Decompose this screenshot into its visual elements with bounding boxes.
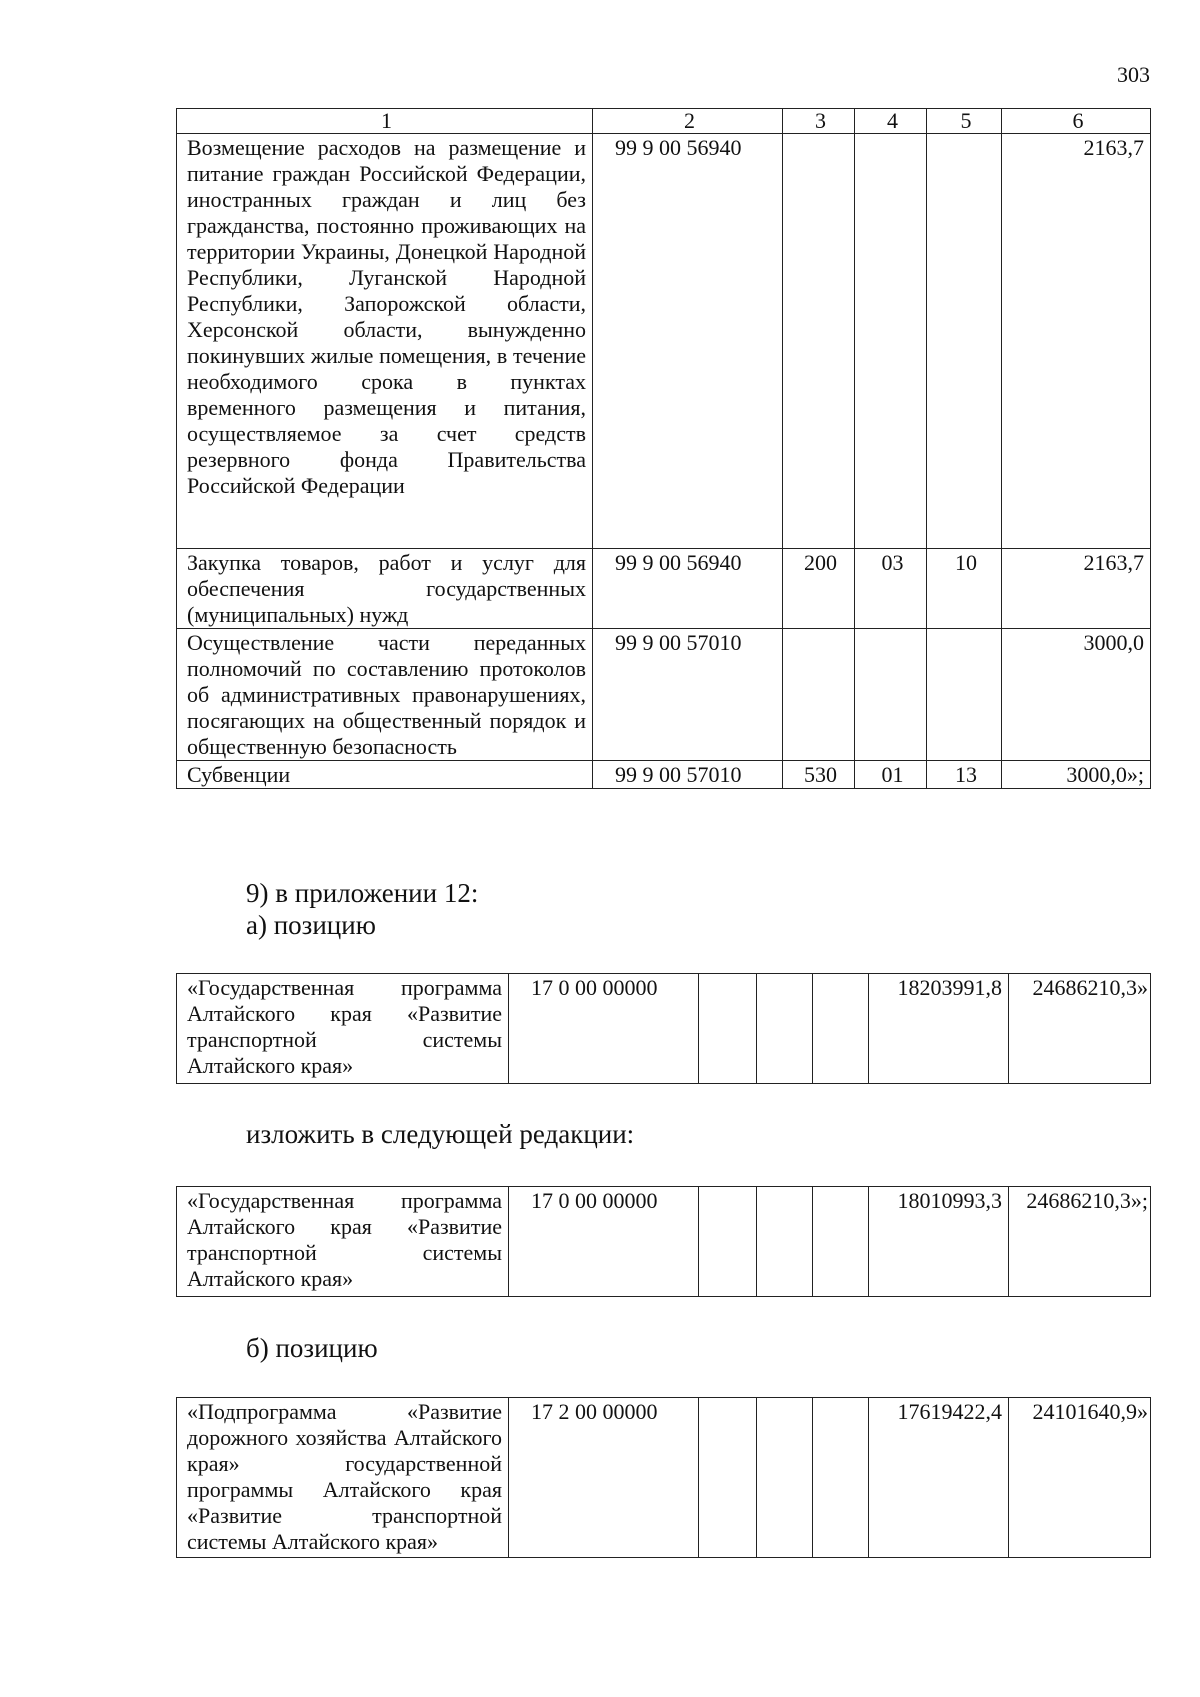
- row-name: Возмещение расходов на размещение и питание граждан Российской Федерации, иностранных граждан и лиц без гражданства, постоянно проживающих на территории Украины, Донецкой Народной Республики, Луганской Народной Республики, Запорожской области, Херсонской области, вынужденно покинувших жилые помещения, в течение необходимого срока в пунктах временного размещения и питания, осуществляемое за счет средств резервного фонда Правительства Российской Федерации: [177, 134, 593, 549]
- row-c3: [699, 1187, 757, 1297]
- row-c4: 01: [855, 761, 927, 789]
- header-cell: 6: [1002, 109, 1151, 134]
- row-c4: [855, 134, 927, 549]
- row-name: Субвенции: [177, 761, 593, 789]
- paragraph-item-9: 9) в приложении 12:: [246, 878, 479, 908]
- row-name: «Государственная программа Алтайского края «Развитие транспортной системы Алтайского края»: [177, 1187, 509, 1297]
- paragraph-new-edition: изложить в следующей редакции:: [246, 1119, 635, 1149]
- position-table-old-b: [176, 1397, 1151, 1558]
- row-c3: 530: [783, 761, 855, 789]
- row-c4: [855, 629, 927, 761]
- table-row: [177, 549, 1151, 629]
- row-c5: 13: [927, 761, 1002, 789]
- row-name: «Государственная программа Алтайского края «Развитие транспортной системы Алтайского края»: [177, 974, 509, 1084]
- table-row: [177, 134, 1151, 549]
- row-amount-1: 18203991,8: [869, 974, 1009, 1084]
- table-row: [177, 1398, 1151, 1558]
- row-c3: [783, 134, 855, 549]
- header-cell: 5: [927, 109, 1002, 134]
- position-table-old-a: [176, 973, 1151, 1084]
- row-code: 17 0 00 00000: [509, 1187, 699, 1297]
- row-c5: [813, 1187, 869, 1297]
- row-c4: 03: [855, 549, 927, 629]
- row-c5: 10: [927, 549, 1002, 629]
- row-c4: [757, 1187, 813, 1297]
- row-c5: [813, 1398, 869, 1558]
- row-c5: [813, 974, 869, 1084]
- row-amount: 2163,7: [1002, 134, 1151, 549]
- paragraph-item-b: б) позицию: [246, 1333, 378, 1363]
- row-c3: [783, 629, 855, 761]
- row-c3: [699, 1398, 757, 1558]
- page-number: 303: [1117, 62, 1150, 87]
- table-header-row: [177, 109, 1151, 134]
- row-name: Осуществление части переданных полномочий по составлению протоколов об административных правонарушениях, посягающих на общественный порядок и общественную безопасность: [177, 629, 593, 761]
- row-code: 99 9 00 56940: [593, 134, 783, 549]
- row-c4: [757, 974, 813, 1084]
- table-row: [177, 1187, 1151, 1297]
- row-amount-2: 24101640,9»: [1009, 1398, 1151, 1558]
- position-table-new-a: [176, 1186, 1151, 1297]
- row-c5: [927, 629, 1002, 761]
- paragraph-item-a: а) позицию: [246, 910, 376, 940]
- row-code: 99 9 00 56940: [593, 549, 783, 629]
- row-code: 99 9 00 57010: [593, 629, 783, 761]
- main-table: [176, 108, 1151, 789]
- row-amount: 3000,0»;: [1002, 761, 1151, 789]
- row-name: Закупка товаров, работ и услуг для обеспечения государственных (муниципальных) нужд: [177, 549, 593, 629]
- table-row: [177, 761, 1151, 789]
- header-cell: 1: [177, 109, 593, 134]
- row-code: 17 0 00 00000: [509, 974, 699, 1084]
- row-code: 17 2 00 00000: [509, 1398, 699, 1558]
- row-amount-2: 24686210,3»: [1009, 974, 1151, 1084]
- row-code: 99 9 00 57010: [593, 761, 783, 789]
- row-amount-1: 18010993,3: [869, 1187, 1009, 1297]
- row-c3: [699, 974, 757, 1084]
- row-amount: 2163,7: [1002, 549, 1151, 629]
- row-name: «Подпрограмма «Развитие дорожного хозяйства Алтайского края» государственной программы Алтайского края «Развитие транспортной системы Алтайского края»: [177, 1398, 509, 1558]
- table-row: [177, 629, 1151, 761]
- row-amount-1: 17619422,4: [869, 1398, 1009, 1558]
- row-c5: [927, 134, 1002, 549]
- row-amount-2: 24686210,3»;: [1009, 1187, 1151, 1297]
- row-c4: [757, 1398, 813, 1558]
- row-amount: 3000,0: [1002, 629, 1151, 761]
- header-cell: 3: [783, 109, 855, 134]
- row-c3: 200: [783, 549, 855, 629]
- table-row: [177, 974, 1151, 1084]
- header-cell: 2: [593, 109, 783, 134]
- header-cell: 4: [855, 109, 927, 134]
